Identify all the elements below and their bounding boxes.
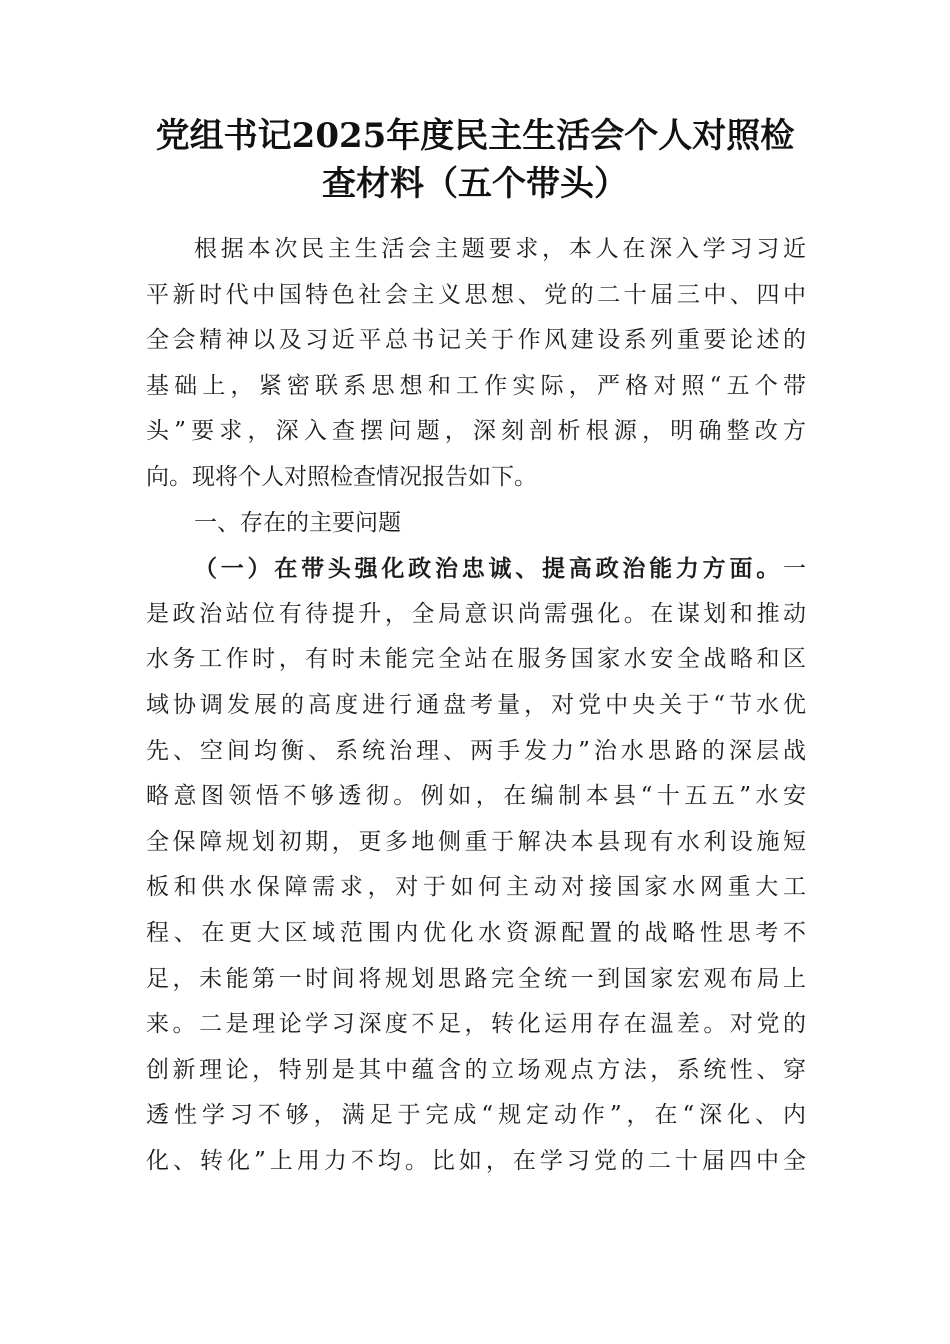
intro-line: 向。现将个人对照检查情况报告如下。 xyxy=(146,463,537,490)
body-line: 略意图领悟不够透彻。例如，在编制本县“十五五”水安 xyxy=(146,783,806,810)
body-line: 创新理论，特别是其中蕴含的立场观点方法，系统性、穿 xyxy=(146,1056,806,1083)
intro-line: 头”要求，深入查摆问题，深刻剖析根源，明确整改方 xyxy=(146,418,806,445)
title-line-1: 党组书记2025年度民主生活会个人对照检 xyxy=(155,116,795,156)
subsection-first-tail: 一 xyxy=(783,556,806,583)
body-line: 程、在更大区域范围内优化水资源配置的战略性思考不 xyxy=(146,919,806,946)
intro-line: 全会精神以及习近平总书记关于作风建设系列重要论述的 xyxy=(146,327,806,354)
intro-line: 根据本次民主生活会主题要求，本人在深入学习习近 xyxy=(194,236,806,262)
body-line: 透性学习不够，满足于完成“规定动作”，在“深化、内 xyxy=(146,1102,806,1129)
intro-line: 平新时代中国特色社会主义思想、党的二十届三中、四中 xyxy=(146,281,806,308)
body-line: 是政治站位有待提升，全局意识尚需强化。在谋划和推动 xyxy=(146,600,806,627)
intro-line: 基础上，紧密联系思想和工作实际，严格对照“五个带 xyxy=(146,372,806,399)
body-line: 水务工作时，有时未能完全站在服务国家水安全战略和区 xyxy=(146,646,806,673)
body-line: 来。二是理论学习深度不足，转化运用存在温差。对党的 xyxy=(146,1011,806,1038)
body-line: 域协调发展的高度进行通盘考量，对党中央关于“节水优 xyxy=(146,691,806,718)
title-line-2: 查材料（五个带头） xyxy=(322,164,628,204)
body-line: 化、转化”上用力不均。比如，在学习党的二十届四中全 xyxy=(146,1147,806,1174)
document-title xyxy=(100,112,850,208)
body-line: 板和供水保障需求，对于如何主动对接国家水网重大工 xyxy=(146,874,806,901)
subsection-first-line xyxy=(146,546,806,592)
body-line: 足，未能第一时间将规划思路完全统一到国家宏观布局上 xyxy=(146,965,806,992)
body-line: 先、空间均衡、系统治理、两手发力”治水思路的深层战 xyxy=(146,737,806,764)
section-heading: 一、存在的主要问题 xyxy=(194,509,401,536)
subsection-heading: （一）在带头强化政治忠诚、提高政治能力方面。 xyxy=(194,555,783,583)
document-body xyxy=(146,227,806,1184)
body-line: 全保障规划初期，更多地侧重于解决本县现有水利设施短 xyxy=(146,828,806,855)
